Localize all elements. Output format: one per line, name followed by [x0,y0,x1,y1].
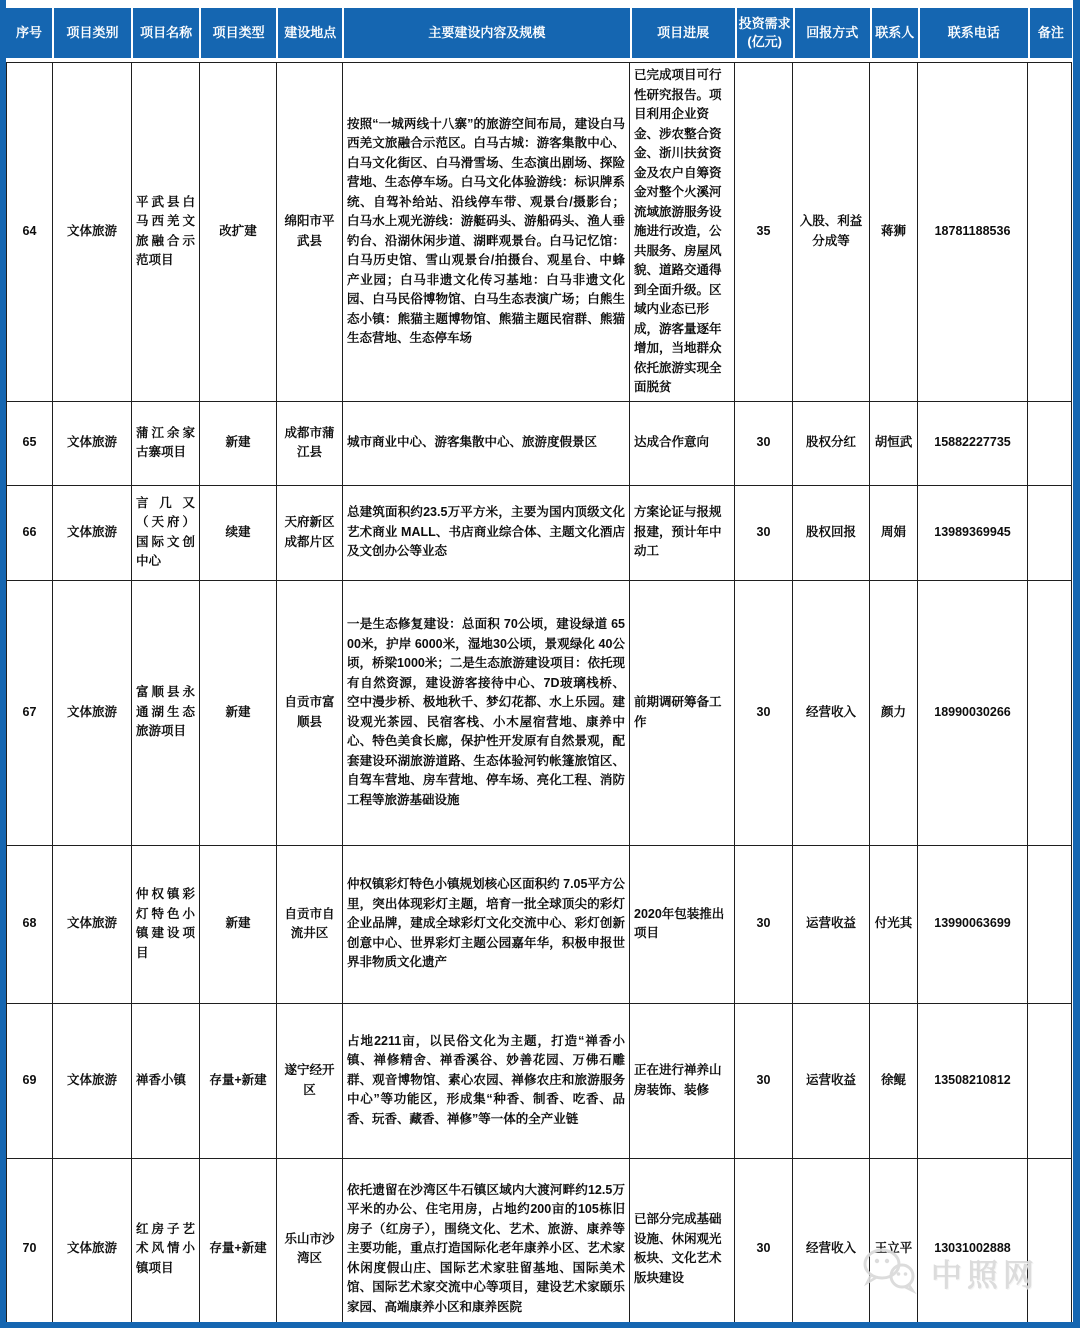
cell-investment: 30 [735,580,793,845]
header-row [6,8,1072,58]
cell-contact: 胡恒武 [870,401,918,485]
cell-note [1028,1158,1072,1328]
cell-seq: 65 [7,401,53,485]
cell-progress: 已完成项目可行性研究报告。项目利用企业资金、涉农整合资金、浙川扶贫资金及农户自筹资金对整个火溪河流域旅游服务设施进行改造，公共服务、房屋风貌、道路交通得到全面升级。区域内业态已形成，游客量逐年增加，当地群众依托旅游实现全面脱贫 [630,63,735,402]
cell-category: 文体旅游 [53,1158,132,1328]
table-row [7,580,1072,845]
cell-progress: 方案论证与报规报建，预计年中动工 [630,485,735,580]
cell-type: 续建 [200,485,277,580]
cell-location: 乐山市沙湾区 [277,1158,343,1328]
table-row [7,1003,1072,1158]
cell-contact: 徐鲲 [870,1003,918,1158]
column-header-investment: 投资需求(亿元) [735,8,793,58]
project-table [6,62,1072,1328]
cell-contact: 付光其 [870,845,918,1003]
cell-contact: 王立平 [870,1158,918,1328]
column-header-type: 项目类型 [199,8,276,58]
cell-investment: 30 [735,845,793,1003]
cell-content: 城市商业中心、游客集散中心、旅游度假景区 [343,401,630,485]
cell-contact: 周娟 [870,485,918,580]
cell-category: 文体旅游 [53,845,132,1003]
cell-seq: 69 [7,1003,53,1158]
cell-name: 言几又（天府）国际文创中心 [132,485,200,580]
cell-investment: 30 [735,485,793,580]
cell-type: 新建 [200,401,277,485]
cell-seq: 68 [7,845,53,1003]
cell-location: 自贡市富顺县 [277,580,343,845]
cell-progress: 已部分完成基础设施、休闲观光板块、文化艺术版块建设 [630,1158,735,1328]
cell-note [1028,401,1072,485]
cell-content: 占地2211亩，以民俗文化为主题，打造“禅香小镇、禅修精舍、禅香溪谷、妙善花园、万佛石雕群、观音博物馆、素心农园、禅修农庄和旅游服务中心”等功能区，形成集“种香、制香、吃香、品香、玩香、藏香、禅修”等一体的全产业链 [343,1003,630,1158]
cell-type: 存量+新建 [200,1158,277,1328]
cell-name: 蒲江余家古寨项目 [132,401,200,485]
cell-category: 文体旅游 [53,485,132,580]
table-row [7,485,1072,580]
cell-category: 文体旅游 [53,63,132,402]
cell-return: 股权分红 [793,401,870,485]
column-header-name: 项目名称 [131,8,199,58]
cell-investment: 35 [735,63,793,402]
table-row [7,845,1072,1003]
cell-investment: 30 [735,1003,793,1158]
cell-return: 运营收益 [793,1003,870,1158]
cell-return: 运营收益 [793,845,870,1003]
cell-phone: 13031002888 [918,1158,1028,1328]
cell-contact: 颜力 [870,580,918,845]
cell-name: 平武县白马西羌文旅融合示范项目 [132,63,200,402]
cell-note [1028,63,1072,402]
column-header-progress: 项目进展 [630,8,735,58]
table-row [7,1158,1072,1328]
cell-phone: 13990063699 [918,845,1028,1003]
cell-return: 股权回报 [793,485,870,580]
cell-category: 文体旅游 [53,1003,132,1158]
cell-note [1028,1003,1072,1158]
cell-location: 自贡市自流井区 [277,845,343,1003]
cell-phone: 18990030266 [918,580,1028,845]
cell-phone: 13508210812 [918,1003,1028,1158]
cell-name: 富顺县永通湖生态旅游项目 [132,580,200,845]
cell-note [1028,845,1072,1003]
cell-category: 文体旅游 [53,401,132,485]
cell-content: 仲权镇彩灯特色小镇规划核心区面积约 7.05平方公里，突出体现彩灯主题，培育一批全球顶尖的彩灯企业品牌，建成全球彩灯文化交流中心、彩灯创新创意中心、世界彩灯主题公园嘉年华，积极申报世界非物质文化遗产 [343,845,630,1003]
cell-content: 一是生态修复建设：总面积 70公顷，建设绿道 6500米，护岸 6000米，湿地30公顷，景观绿化 40公顷，桥梁1000米；二是生态旅游建设项目：依托现有自然资源，建设游客接待中心、7D玻璃栈桥、空中漫步桥、极地秋千、梦幻花都、水上乐园。建设观光茶园、民宿客栈、小木屋宿营地、康养中心、特色美食长廊，保护性开发原有自然景观，配套建设环湖旅游道路、生态体验河钓帐篷旅馆区、自驾车营地、房车营地、停车场、亮化工程、消防工程等旅游基础设施 [343,580,630,845]
column-header-return: 回报方式 [793,8,870,58]
cell-contact: 蒋狮 [870,63,918,402]
cell-type: 存量+新建 [200,1003,277,1158]
cell-phone: 13989369945 [918,485,1028,580]
watermark-brand-text: 中照网 [931,1258,1039,1293]
cell-progress: 达成合作意向 [630,401,735,485]
table-row [7,401,1072,485]
cell-return: 经营收入 [793,1158,870,1328]
table-header [6,8,1072,58]
table-row [7,63,1072,402]
cell-name: 禅香小镇 [132,1003,200,1158]
column-header-content: 主要建设内容及规模 [342,8,629,58]
cell-seq: 66 [7,485,53,580]
cell-name: 仲权镇彩灯特色小镇建设项目 [132,845,200,1003]
cell-note [1028,580,1072,845]
cell-progress: 正在进行禅养山房装饰、装修 [630,1003,735,1158]
column-header-note: 备注 [1028,8,1072,58]
cell-seq: 67 [7,580,53,845]
cell-progress: 前期调研筹备工作 [630,580,735,845]
cell-content: 按照“一城两线十八寨”的旅游空间布局，建设白马西羌文旅融合示范区。白马古城：游客集散中心、白马文化街区、白马滑雪场、生态演出剧场、探险营地、生态停车场。白马文化体验游线：标识牌系统、自驾补给站、沿线停车带、观景台/摄影台；白马水上观光游线：游艇码头、游船码头、渔人垂钓台、沿湖休闲步道、湖畔观景台。白马记忆馆：白马历史馆、雪山观景台/拍摄台、观星台、中蜂产业园；白马非遗文化传习基地：白马非遗文化园、白马民俗博物馆、白马生态表演广场；白熊生态小镇：熊猫主题博物馆、熊猫主题民宿群、熊猫生态营地、生态停车场 [343,63,630,402]
cell-type: 新建 [200,845,277,1003]
cell-location: 成都市蒲江县 [277,401,343,485]
cell-return: 经营收入 [793,580,870,845]
cell-phone: 18781188536 [918,63,1028,402]
cell-location: 绵阳市平武县 [277,63,343,402]
cell-location: 遂宁经开区 [277,1003,343,1158]
column-header-phone: 联系电话 [918,8,1028,58]
column-header-contact: 联系人 [870,8,918,58]
cell-note [1028,485,1072,580]
column-header-seq: 序号 [6,8,52,58]
column-header-location: 建设地点 [276,8,342,58]
cell-category: 文体旅游 [53,580,132,845]
cell-content: 总建筑面积约23.5万平方米，主要为国内顶级文化艺术商业 MALL、书店商业综合体、主题文化酒店及文创办公等业态 [343,485,630,580]
cell-investment: 30 [735,401,793,485]
column-header-category: 项目类别 [52,8,131,58]
cell-location: 天府新区成都片区 [277,485,343,580]
cell-type: 改扩建 [200,63,277,402]
cell-seq: 64 [7,63,53,402]
cell-name: 红房子艺术风情小镇项目 [132,1158,200,1328]
cell-progress: 2020年包装推出项目 [630,845,735,1003]
cell-phone: 15882227735 [918,401,1028,485]
cell-investment: 30 [735,1158,793,1328]
cell-content: 依托遗留在沙湾区牛石镇区域内大渡河畔约12.5万平米的办公、住宅用房，占地约200亩的105栋旧房子（红房子），围绕文化、艺术、旅游、康养等主要功能，重点打造国际化老年康养小区、艺术家休闲度假山庄、国际艺术家驻留基地、国际美术馆、国际艺术家交流中心等项目，建设艺术家颐乐家园、高端康养小区和康养医院 [343,1158,630,1328]
cell-return: 入股、利益分成等 [793,63,870,402]
cell-seq: 70 [7,1158,53,1328]
cell-type: 新建 [200,580,277,845]
